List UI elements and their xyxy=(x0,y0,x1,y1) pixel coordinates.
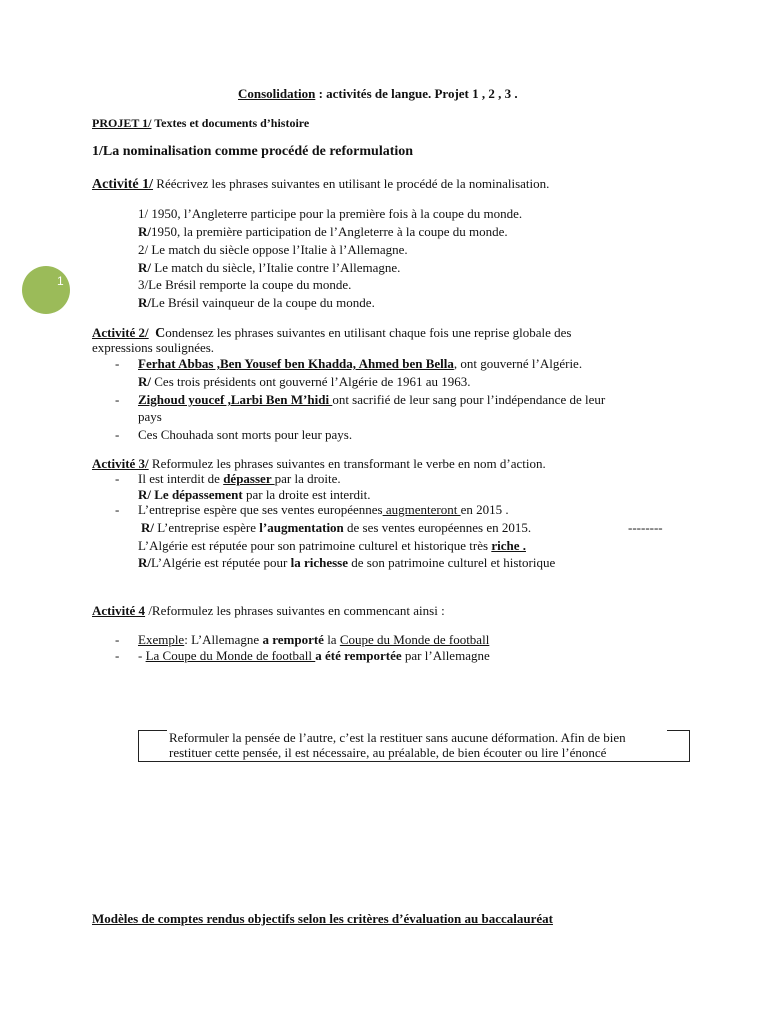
activity2-label: Activité 2/ xyxy=(92,325,149,340)
example-text: la xyxy=(323,632,340,647)
box-note-line1: Reformuler la pensée de l’autre, c’est la restituer sans aucune déformation. Afin de bien xyxy=(169,730,626,745)
answer-marker: R/ xyxy=(138,374,151,389)
answer-text: Ces trois présidents ont gouverné l’Algérie de 1961 au 1963. xyxy=(151,374,471,389)
highlighted-adjective: riche . xyxy=(491,538,526,553)
list-dash: - xyxy=(115,502,120,517)
answer-text: L’Algérie est réputée pour xyxy=(151,555,291,570)
example-text: : L’Allemagne xyxy=(184,632,263,647)
page-number-badge xyxy=(22,266,70,314)
footer-heading: Modèles de comptes rendus objectifs selon les critères d’évaluation au baccalauréat xyxy=(92,911,553,926)
activity2-item2-line2: pays xyxy=(138,409,162,424)
item-text: , ont gouverné l’Algérie. xyxy=(453,356,583,371)
line-text: 1950, la première participation de l’Angleterre à la coupe du monde. xyxy=(151,224,508,239)
item-text: L’entreprise espère que ses ventes européennes xyxy=(138,502,383,517)
activity3-answer2 xyxy=(141,520,531,536)
answer-text: par l’Allemagne xyxy=(401,648,490,663)
activity3-item1 xyxy=(138,471,341,487)
answer-text: L’entreprise espère xyxy=(154,520,260,535)
dash-separator: -------- xyxy=(628,520,663,535)
list-dash: - xyxy=(115,632,120,647)
activity1-line xyxy=(138,242,408,258)
activity1-line xyxy=(138,206,522,222)
answer-text: de son patrimoine culturel et historique xyxy=(348,555,556,570)
answer-marker: R/ xyxy=(138,555,151,570)
activity1-line xyxy=(138,277,351,293)
activity2-initial: C xyxy=(155,326,166,341)
answer-text: de ses ventes européennes en 2015. xyxy=(343,520,532,535)
answer-marker: R/ xyxy=(138,260,151,275)
highlighted-verb: dépasser xyxy=(223,471,275,486)
activity1-label: Activité 1/ xyxy=(92,177,154,192)
activity2-instruction-line2: expressions soulignées. xyxy=(92,340,215,355)
box-note-line2: restituer cette pensée, il est nécessaire, au préalable, de bien écouter ou lire l’énoncé xyxy=(169,745,607,760)
answer-bold: R/ Le dépassement xyxy=(138,487,243,502)
activity2-item2 xyxy=(138,392,605,408)
example-label: Exemple xyxy=(138,632,185,647)
answer-underlined: La Coupe du Monde de football xyxy=(145,648,316,663)
answer-text: par la droite est interdit. xyxy=(242,487,371,502)
activity1-instruction: Réécrivez les phrases suivantes en utilisant le procédé de la nominalisation. xyxy=(153,176,550,191)
item-text: ont sacrifié de leur sang pour l’indépendance de leur xyxy=(332,392,606,407)
activity4-answer xyxy=(138,648,490,664)
activity4-label: Activité 4 xyxy=(92,603,146,618)
activity1-line xyxy=(138,260,400,276)
example-underlined: Coupe du Monde de football xyxy=(339,632,490,647)
answer-bold: a été remportée xyxy=(315,648,402,663)
project-label: PROJET 1/ xyxy=(92,116,152,130)
line-text: Le match du siècle, l’Italie contre l’Allemagne. xyxy=(151,260,401,275)
highlighted-verb: augmenteront xyxy=(382,502,461,517)
activity2-answer1 xyxy=(138,374,471,390)
activity2-answer2: Ces Chouhada sont morts pour leur pays. xyxy=(138,427,353,442)
item-text: L’Algérie est réputée pour son patrimoine culturel et historique très xyxy=(138,538,492,553)
page-number: 1 xyxy=(57,274,64,288)
activity4-instruction: /Reformulez les phrases suivantes en commencant ainsi : xyxy=(145,603,445,618)
list-dash: - xyxy=(115,471,120,486)
activity3-header xyxy=(92,456,546,472)
line-text: Le Brésil vainqueur de la coupe du monde. xyxy=(151,295,375,310)
activity4-example xyxy=(138,632,489,648)
underlined-names: Zighoud youcef ,Larbi Ben M’hidi xyxy=(138,392,333,407)
answer-bold: la richesse xyxy=(290,555,348,570)
activity3-answer3 xyxy=(138,555,555,571)
line-text: 1/ 1950, l’Angleterre participe pour la première fois à la coupe du monde. xyxy=(138,206,523,221)
activity2-instruction: ondensez les phrases suivantes en utilisant chaque fois une reprise globale des xyxy=(165,325,572,340)
activity3-answer1 xyxy=(138,487,371,503)
item-text: Il est interdit de xyxy=(138,471,224,486)
activity1-line xyxy=(138,224,508,240)
list-dash: - xyxy=(115,427,120,442)
answer-marker: R/ xyxy=(138,224,151,239)
item-text: par la droite. xyxy=(274,471,341,486)
document-title xyxy=(238,86,518,102)
activity1-header xyxy=(92,176,549,193)
answer-prefix: - xyxy=(138,648,146,663)
activity3-item2 xyxy=(138,502,509,518)
list-dash: - xyxy=(115,648,120,663)
boxed-note xyxy=(138,730,690,762)
example-bold: a remporté xyxy=(262,632,324,647)
activity3-item3 xyxy=(138,538,526,554)
project-line xyxy=(92,115,309,131)
activity3-label: Activité 3/ xyxy=(92,456,149,471)
item-text: en 2015 . xyxy=(460,502,509,517)
line-text: 2/ Le match du siècle oppose l’Italie à l’Allemagne. xyxy=(138,242,408,257)
answer-marker: R/ xyxy=(141,520,154,535)
activity2-item1 xyxy=(138,356,582,372)
section-heading: 1/La nominalisation comme procédé de reformulation xyxy=(92,144,414,159)
activity3-instruction: Reformulez les phrases suivantes en transformant le verbe en nom d’action. xyxy=(148,456,546,471)
answer-marker: R/ xyxy=(138,295,151,310)
title-rest: : activités de langue. Projet 1 , 2 , 3 . xyxy=(315,86,518,101)
list-dash: - xyxy=(115,356,120,371)
underlined-names: Ferhat Abbas ,Ben Yousef ben Khadda, Ahmed ben Bella xyxy=(138,356,454,371)
title-underlined: Consolidation xyxy=(238,86,316,101)
project-text: Textes et documents d’histoire xyxy=(151,116,310,130)
answer-bold: l’augmentation xyxy=(259,520,344,535)
list-dash: - xyxy=(115,392,120,407)
activity4-header xyxy=(92,603,445,619)
activity1-line xyxy=(138,295,375,311)
line-text: 3/Le Brésil remporte la coupe du monde. xyxy=(138,277,352,292)
